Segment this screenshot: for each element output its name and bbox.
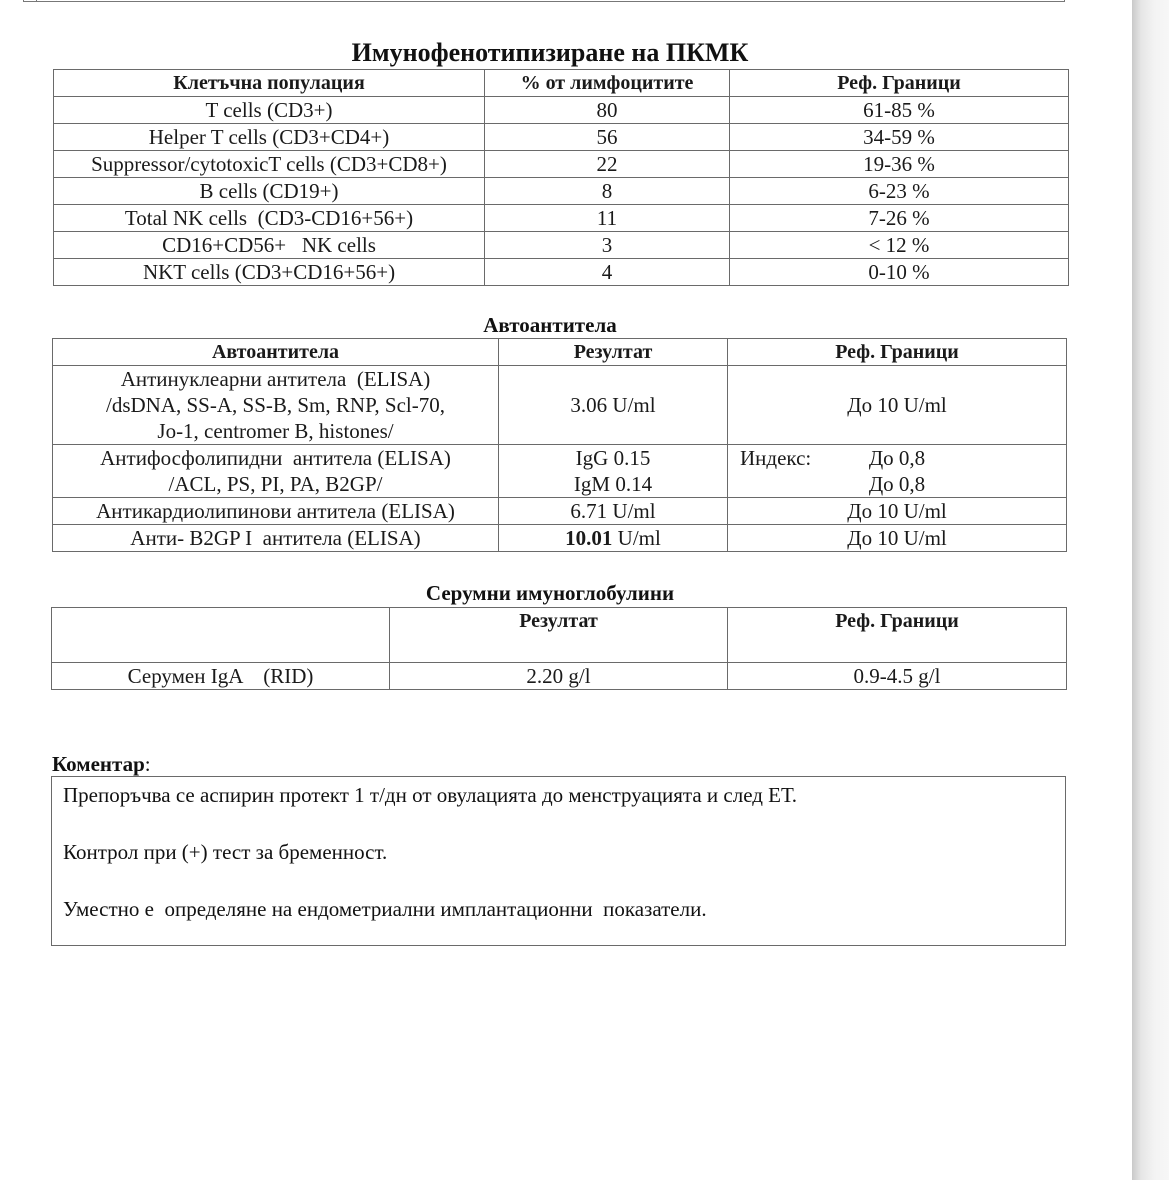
percent-cell: 22 — [485, 151, 730, 178]
table-row — [54, 124, 1069, 151]
name-line: Jo-1, centromer B, histones/ — [157, 419, 394, 443]
population-cell: CD16+CD56+ NK cells — [54, 232, 485, 259]
population-cell: Helper T cells (CD3+CD4+) — [54, 124, 485, 151]
percent-cell: 80 — [485, 97, 730, 124]
comment-line: Препоръчва се аспирин протект 1 т/дн от овулацията до менструацията и след ЕТ. — [63, 783, 797, 807]
table-header-row — [54, 70, 1069, 97]
population-cell: Suppressor/cytotoxicT cells (CD3+CD8+) — [54, 151, 485, 178]
percent-cell: 8 — [485, 178, 730, 205]
result-line-igg: IgG 0.15 — [575, 446, 651, 470]
ref-cell: До 10 U/ml — [728, 498, 1067, 525]
autoantibody-name-cell — [53, 366, 499, 445]
serum-ig-table — [51, 607, 1067, 690]
ref-cell: 61-85 % — [730, 97, 1069, 124]
result-line-igm: IgM 0.14 — [573, 472, 653, 496]
comment-label — [52, 752, 151, 777]
percent-cell: 3 — [485, 232, 730, 259]
ref-line: До 0,8 — [868, 446, 926, 470]
table-row — [53, 366, 1067, 445]
header-cell-autoantibody: Автоантитела — [53, 339, 499, 366]
header-cell-percent: % от лимфоцитите — [485, 70, 730, 97]
header-cell-ref: Реф. Граници — [728, 608, 1067, 663]
ref-cell — [728, 445, 1067, 498]
immunophenotyping-table — [53, 69, 1069, 286]
table-row — [54, 259, 1069, 286]
percent-cell: 11 — [485, 205, 730, 232]
header-cell-result: Резултат — [390, 608, 728, 663]
autoantibodies-title: Автоантитела — [483, 313, 617, 337]
percent-cell: 56 — [485, 124, 730, 151]
result-unit: U/ml — [612, 526, 661, 550]
previous-table-cell — [24, 0, 37, 1]
comment-label-text: Коментар — [52, 752, 145, 776]
name-line: Антинуклеарни антитела (ELISA) — [120, 367, 431, 391]
table-row — [53, 498, 1067, 525]
ref-cell: 7-26 % — [730, 205, 1069, 232]
table-row — [54, 232, 1069, 259]
header-cell-population: Клетъчна популация — [54, 70, 485, 97]
ig-name-cell: Серумен IgA (RID) — [52, 663, 390, 690]
ref-cell: До 10 U/ml — [728, 525, 1067, 552]
ref-cell: До 10 U/ml — [728, 366, 1067, 445]
header-cell-ref: Реф. Граници — [730, 70, 1069, 97]
autoantibody-name-cell: Антикардиолипинови антитела (ELISA) — [53, 498, 499, 525]
table-row — [53, 445, 1067, 498]
comment-line: Контрол при (+) тест за бременност. — [63, 840, 388, 864]
ref-cell: 0-10 % — [730, 259, 1069, 286]
autoantibody-name-cell: Анти- B2GP I антитела (ELISA) — [53, 525, 499, 552]
autoantibody-name-cell — [53, 445, 499, 498]
ref-index-line — [728, 445, 1066, 471]
ref-cell: < 12 % — [730, 232, 1069, 259]
population-cell: Total NK cells (CD3-CD16+56+) — [54, 205, 485, 232]
percent-cell: 4 — [485, 259, 730, 286]
page-edge-shadow — [1132, 0, 1169, 1180]
result-value-elevated: 10.01 — [565, 526, 613, 550]
result-cell — [499, 525, 728, 552]
population-cell: NKT cells (CD3+CD16+56+) — [54, 259, 485, 286]
population-cell: T cells (CD3+) — [54, 97, 485, 124]
ref-cell: 34-59 % — [730, 124, 1069, 151]
population-cell: B cells (CD19+) — [54, 178, 485, 205]
table-row — [54, 97, 1069, 124]
comment-box — [51, 776, 1066, 946]
index-label: Индекс: — [740, 446, 812, 470]
table-row — [53, 525, 1067, 552]
table-row — [54, 205, 1069, 232]
header-cell-ref: Реф. Граници — [728, 339, 1067, 366]
result-cell — [499, 445, 728, 498]
name-line: /dsDNA, SS-A, SS-B, Sm, RNP, Scl-70, — [106, 393, 445, 417]
ref-cell: 19-36 % — [730, 151, 1069, 178]
result-cell: 2.20 g/l — [390, 663, 728, 690]
serum-ig-title: Серумни имуноглобулини — [425, 581, 675, 605]
immunophenotyping-title: Имунофенотипизиране на ПКМК — [351, 38, 749, 67]
table-row — [52, 663, 1067, 690]
comment-label-colon: : — [144, 752, 151, 776]
header-cell-empty — [52, 608, 390, 663]
result-cell: 3.06 U/ml — [499, 366, 728, 445]
previous-table-bottom-edge — [23, 0, 1065, 2]
ref-cell: 6-23 % — [730, 178, 1069, 205]
table-header-row — [52, 608, 1067, 663]
table-row — [54, 178, 1069, 205]
result-cell: 6.71 U/ml — [499, 498, 728, 525]
name-line: Антифосфолипидни антитела (ELISA) — [100, 446, 451, 470]
table-header-row — [53, 339, 1067, 366]
header-cell-result: Резултат — [499, 339, 728, 366]
comment-line: Уместно е определяне на ендометриални имплантационни показатели. — [63, 897, 707, 921]
name-line: /ACL, PS, PI, PA, B2GP/ — [168, 472, 383, 496]
ref-line: До 0,8 — [868, 472, 926, 496]
ref-cell: 0.9-4.5 g/l — [728, 663, 1067, 690]
autoantibodies-table — [52, 338, 1067, 552]
table-row — [54, 151, 1069, 178]
